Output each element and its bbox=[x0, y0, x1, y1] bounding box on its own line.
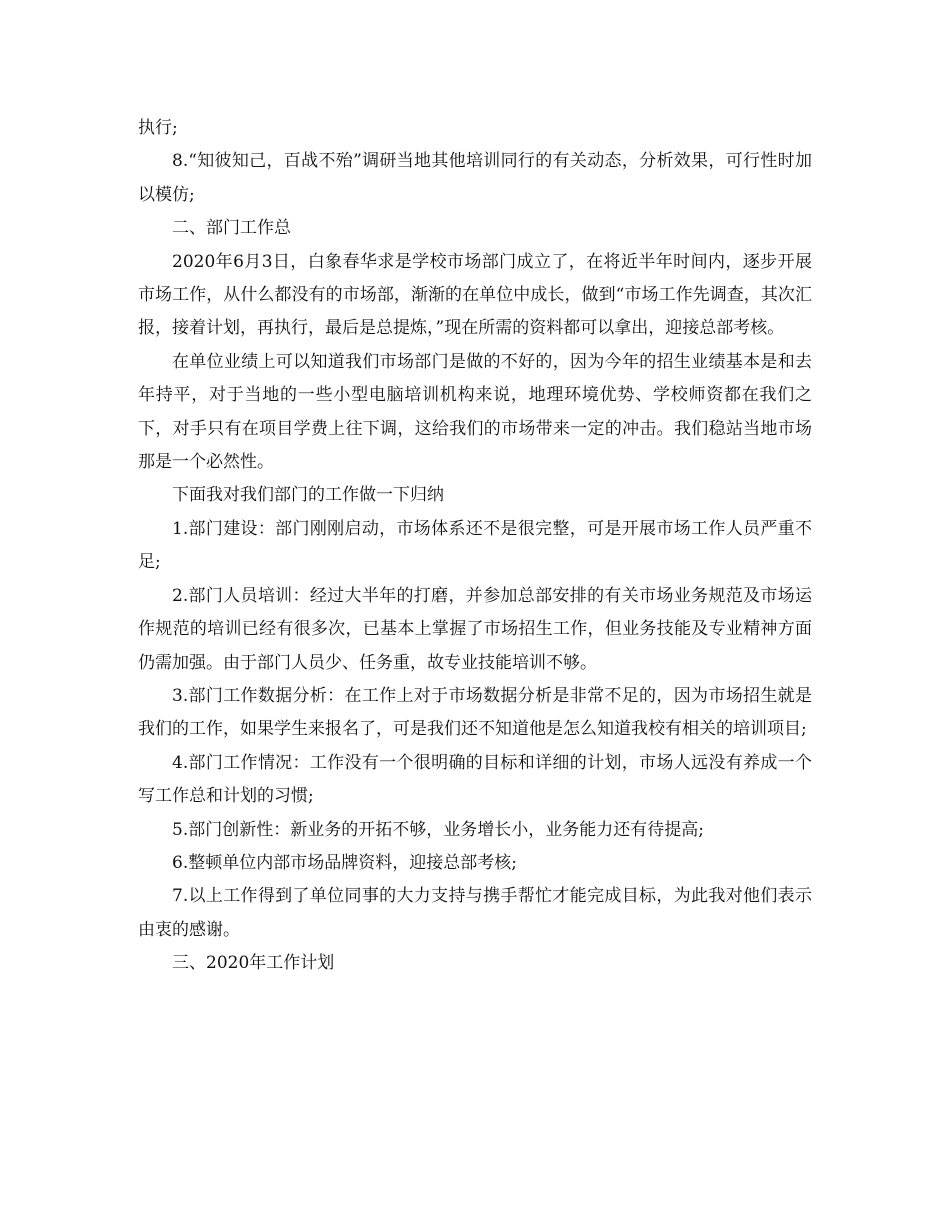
paragraph-item-8: 8.“知彼知己，百战不殆”调研当地其他培训同行的有关动态，分析效果，可行性时加以模仿; bbox=[138, 151, 812, 205]
document-body bbox=[138, 112, 812, 981]
paragraph-continuation: 执行; bbox=[138, 118, 178, 138]
section-heading-3: 三、2020年工作计划 bbox=[172, 953, 335, 974]
list-item-3: 3.部门工作数据分析：在工作上对于市场数据分析是非常不足的，因为市场招生就是我们的工作，如果学生来报名了，可是我们还不知道他是怎么知道我校有相关的培训项目; bbox=[138, 685, 812, 740]
list-item-6: 6.整顿单位内部市场品牌资料，迎接总部考核; bbox=[172, 852, 517, 873]
list-item-2: 2.部门人员培训：经过大半年的打磨，并参加总部安排的有关市场业务规范及市场运作规范的培训已经有很多次，已基本上掌握了市场招生工作，但业务技能及专业精神方面仍需加强。由于部门人员少、任务重，故专业技能培训不够。 bbox=[138, 585, 812, 673]
list-item-4: 4.部门工作情况：工作没有一个很明确的目标和详细的计划，市场人远没有养成一个写工作总和计划的习惯; bbox=[138, 752, 812, 807]
list-item-7: 7.以上工作得到了单位同事的大力支持与携手帮忙才能完成目标，为此我对他们表示由衷的感谢。 bbox=[138, 886, 812, 940]
list-item-1: 1.部门建设：部门刚刚启动，市场体系还不是很完整，可是开展市场工作人员严重不足; bbox=[138, 518, 812, 573]
paragraph-summary-intro: 下面我对我们部门的工作做一下归纳 bbox=[172, 485, 444, 506]
paragraph-department-founding: 2020年6月3日，白象春华求是学校市场部门成立了，在将近半年时间内，逐步开展市场工作，从什么都没有的市场部，渐渐的在单位中成长，做到“市场工作先调查，其次汇报，接着计划，再执行，最后是总提炼，”现在所需的资料都可以拿出，迎接总部考核。 bbox=[138, 251, 812, 339]
section-heading-2: 二、部门工作总 bbox=[172, 218, 291, 239]
list-item-5: 5.部门创新性：新业务的开拓不够，业务增长小，业务能力还有待提高; bbox=[172, 819, 704, 840]
paragraph-performance: 在单位业绩上可以知道我们市场部门是做的不好的，因为今年的招生业绩基本是和去年持平，对于当地的一些小型电脑培训机构来说，地理环境优势、学校师资都在我们之下，对手只有在项目学费上往下调，这给我们的市场带来一定的冲击。我们稳站当地市场那是一个必然性。 bbox=[138, 351, 812, 473]
